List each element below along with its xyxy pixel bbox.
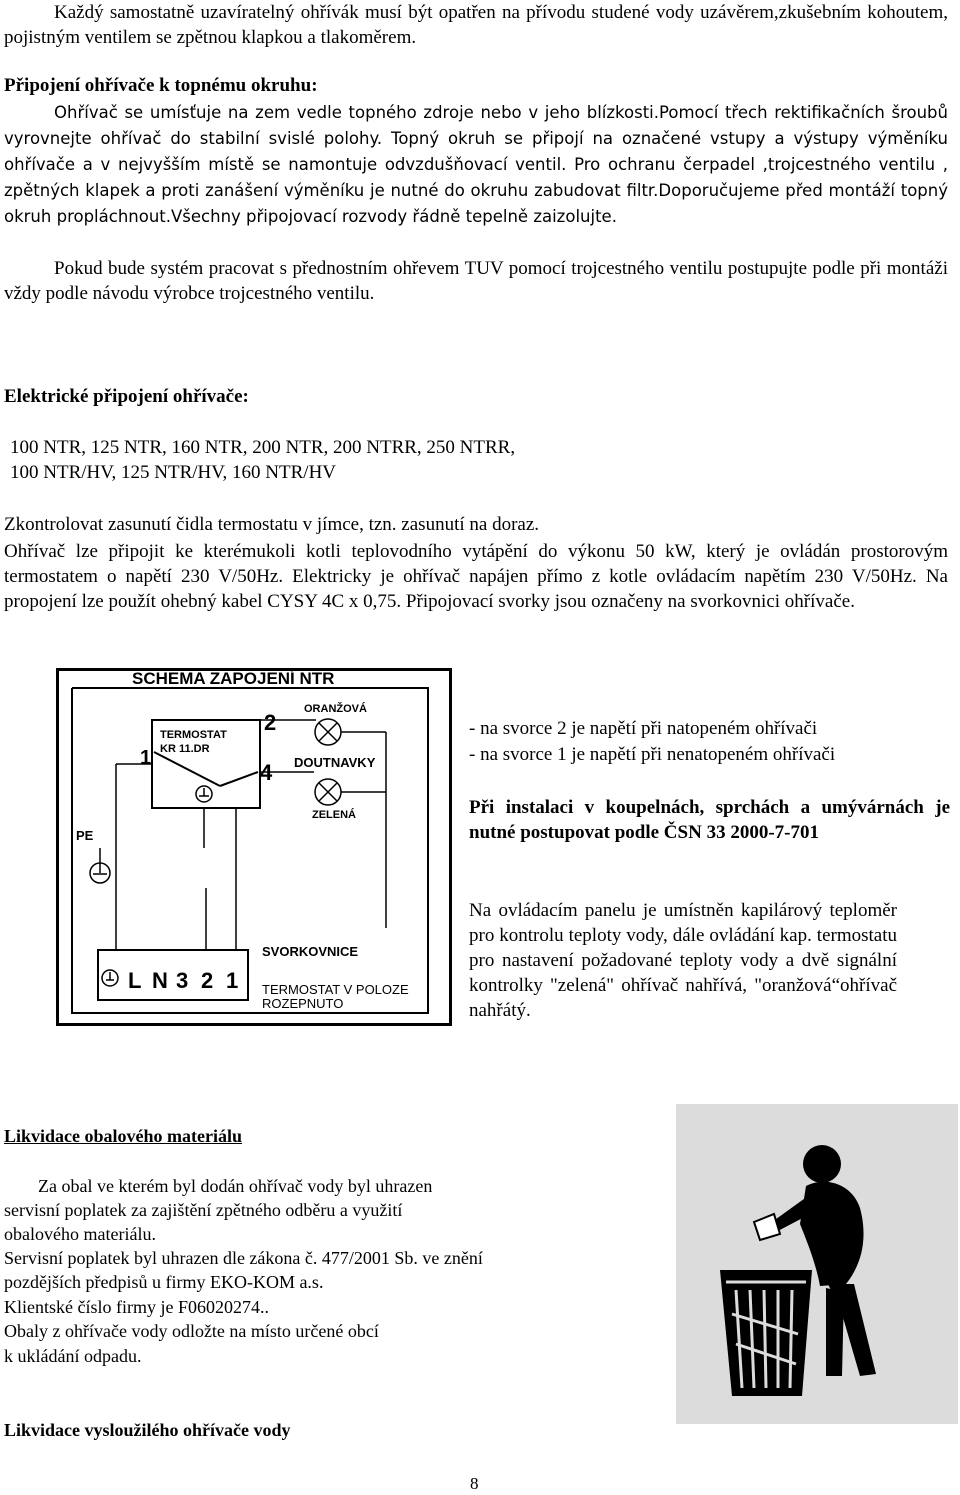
block-terminal-3: 3 <box>176 968 189 993</box>
models-line-2: 100 NTR/HV, 125 NTR/HV, 160 NTR/HV <box>10 462 337 483</box>
electric-paragraph: Ohřívač lze připojit ke kterémukoli kotli teplovodního vytápění do výkonu 50 kW, který je ovládán prostorovým termostatem o napětí 230 V/50Hz. Elektricky je ohřívač napájen přímo z kotle ovládacím napětím 230 V/50Hz. Na propojení lze použít ohebný kabel CYSY 4C x 0,75. Připojovací svorky jsou označeny na svorkovnici ohřívače. <box>4 541 948 612</box>
thermostat-check: Zkontrolovat zasunutí čidla termostatu v jímce, tzn. zasunutí na doraz. <box>4 514 540 535</box>
block-terminal-N: N <box>152 968 168 993</box>
schema-note-2: ROZEPNUTO <box>262 996 344 1011</box>
control-panel-note: Na ovládacím panelu je umístněn kapilárový teploměr pro kontrolu teploty vody, dále ovládání kap. termostatu pro nastavení požadované teploty vody a dvě signální kontrolky "zelená" ohřívač nahřívá, "oranžová“ohřívač nahřátý. <box>469 900 897 1021</box>
heating-heading: Připojení ohřívače k topnému okruhu: <box>4 75 318 96</box>
packaging-line-2: servisní poplatek za zajištění zpětného odběru a využití <box>4 1200 403 1220</box>
note-terminal-2: - na svorce 2 je napětí při natopeném ohřívači <box>469 718 818 739</box>
thermostat-label-2: KR 11.DR <box>160 743 210 755</box>
packaging-line-7: Obaly z ohřívače vody odložte na místo určené obcí <box>4 1321 379 1341</box>
terminal-2-label: 2 <box>264 710 277 735</box>
green-lamp-label: ZELENÁ <box>312 809 356 821</box>
terminal-1-label: 1 <box>140 747 152 769</box>
packaging-line-8: k ukládání odpadu. <box>4 1346 142 1366</box>
note-terminal-1: - na svorce 1 je napětí při nenatopeném ohřívači <box>469 744 836 765</box>
pe-label: PE <box>76 828 94 843</box>
terminal-4-label: 4 <box>260 760 273 785</box>
packaging-line-3: obalového materiálu. <box>4 1224 156 1244</box>
disposal-heading: Likvidace vysloužilého ohřívače vody <box>4 1420 291 1440</box>
orange-lamp-label: ORANŽOVÁ <box>304 703 367 715</box>
schema-title: SCHEMA ZAPOJENÍ NTR <box>132 669 335 688</box>
wiring-schema <box>56 668 452 1026</box>
trash-bin-pictogram <box>676 1104 958 1424</box>
installation-note: Při instalaci v koupelnách, sprchách a umývárnách je nutné postupovat podle ČSN 33 2000-7-701 <box>469 797 950 843</box>
schema-note-1: TERMOSTAT V POLOZE <box>262 982 409 997</box>
page-number: 8 <box>470 1474 479 1493</box>
models-line-1: 100 NTR, 125 NTR, 160 NTR, 200 NTR, 200 NTRR, 250 NTRR, <box>10 437 516 458</box>
terminal-block-label: SVORKOVNICE <box>262 944 359 959</box>
packaging-line-6: Klientské číslo firmy je F06020274.. <box>4 1297 269 1317</box>
block-terminal-L: L <box>128 968 142 993</box>
packaging-line-5: pozdějších předpisů u firmy EKO-KOM a.s. <box>4 1272 324 1292</box>
wiring-schema-drawing <box>56 668 452 1026</box>
packaging-line-4: Servisní poplatek byl uhrazen dle zákona č. 477/2001 Sb. ve znění <box>4 1248 483 1268</box>
lamps-label: DOUTNAVKY <box>294 755 376 770</box>
heating-paragraph-1: Ohřívač se umísťuje na zem vedle topného zdroje nebo v jeho blízkosti.Pomocí třech rektifikačních šroubů vyrovnejte ohřívač do stabilní svislé polohy. Topný okruh se připojí na označené vstupy a výstupy výměníku ohřívače a v nejvyšším místě se namontuje odvzdušňovací ventil. Pro ochranu čerpadel ,trojcestného ventilu , zpětných klapek a proti zanášení výměníku je nutné do okruhu zabudovat filtr.Doporučujeme před montáží topný okruh propláchnout.Všechny připojovací rozvody řádně tepelně zaizolujte. <box>4 103 948 226</box>
trash-bin-icon <box>676 1104 958 1424</box>
packaging-line-1: Za obal ve kterém byl dodán ohřívač vody byl uhrazen <box>38 1176 433 1196</box>
intro-paragraph: Každý samostatně uzavíratelný ohřívák musí být opatřen na přívodu studené vody uzávěrem,zkušebním kohoutem, pojistným ventilem se zpětnou klapkou a tlakoměrem. <box>4 2 948 48</box>
electric-heading: Elektrické připojení ohřívače: <box>4 386 249 407</box>
thermostat-label-1: TERMOSTAT <box>160 729 227 741</box>
packaging-heading: Likvidace obalového materiálu <box>4 1126 242 1146</box>
heating-paragraph-2: Pokud bude systém pracovat s přednostním ohřevem TUV pomocí trojcestného ventilu postupujte podle při montáži vždy podle návodu výrobce trojcestného ventilu. <box>4 258 948 304</box>
block-terminal-2: 2 <box>201 968 214 993</box>
block-terminal-1: 1 <box>226 968 239 993</box>
